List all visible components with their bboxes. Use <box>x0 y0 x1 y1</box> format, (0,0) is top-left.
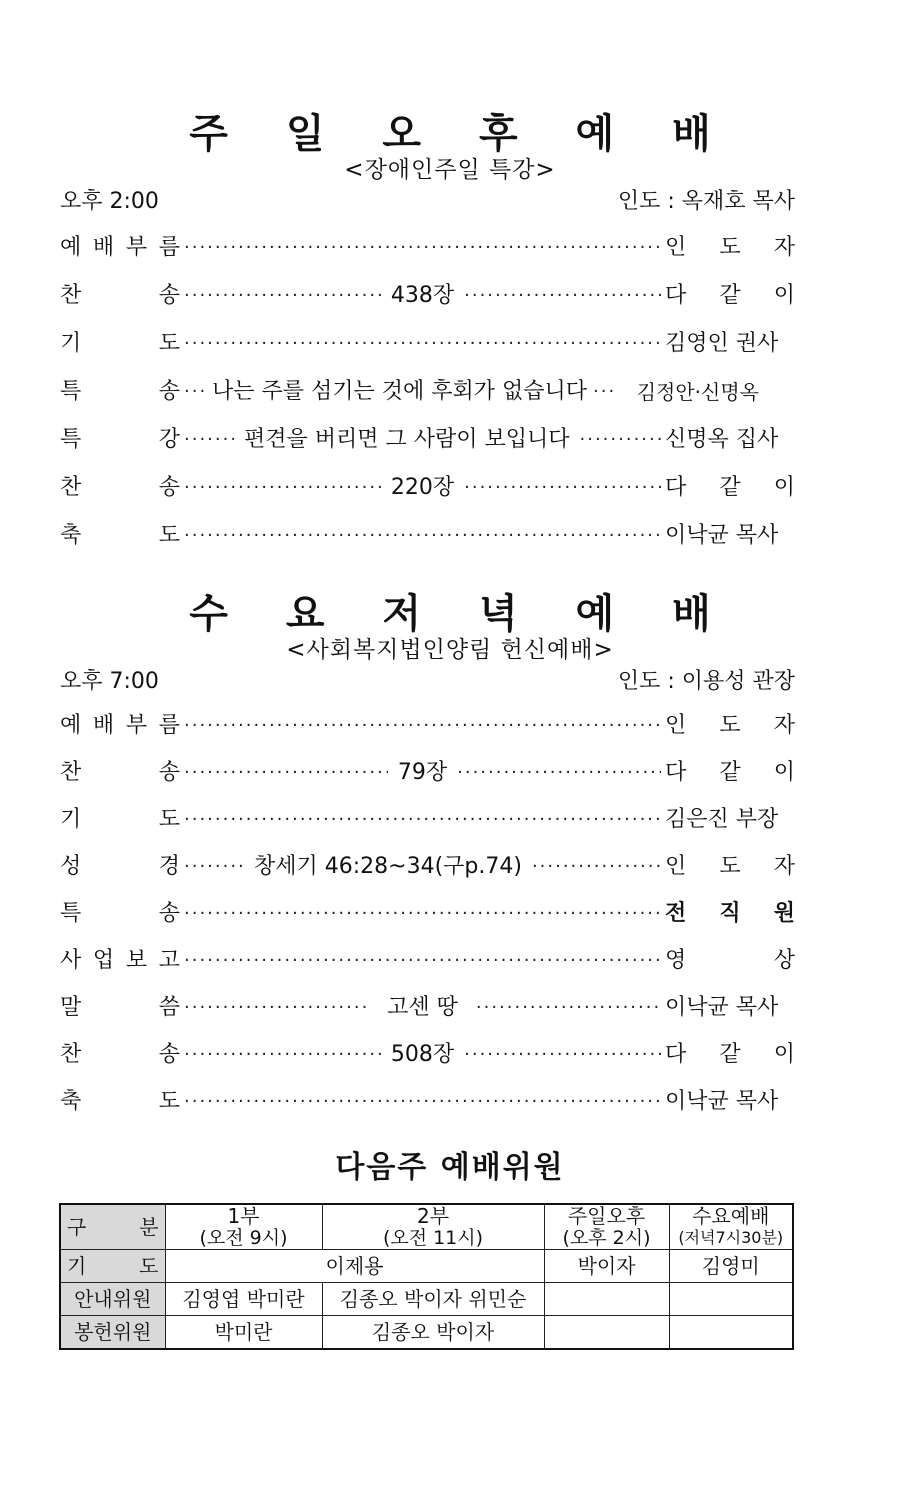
sunday-time: 오후 2:00 <box>60 189 159 214</box>
dot-leader <box>184 422 234 458</box>
dot-leader <box>532 849 661 885</box>
order-performer: 이낙균 목사 <box>665 1089 779 1114</box>
roster-cell: 김영미 <box>669 1250 793 1283</box>
order-performer: 인 도 자 <box>665 854 795 879</box>
order-performer: 다 같 이 <box>665 1042 795 1067</box>
roster-label: 안내위원 <box>60 1283 165 1316</box>
roster-label: 봉헌위원 <box>60 1316 165 1350</box>
roster-row-ushers <box>60 1283 793 1316</box>
roster-header-afternoon: 주일오후 (오후 2시) <box>544 1204 669 1250</box>
dot-leader <box>476 990 661 1026</box>
order-item <box>60 326 795 362</box>
order-label: 특 송 <box>60 379 180 404</box>
order-label: 예 배 부 름 <box>60 713 180 738</box>
roster-header-wednesday: 수요예배 (저녁7시30분) <box>669 1204 793 1250</box>
roster-header-first: 1부 (오전 9시) <box>165 1204 322 1250</box>
order-detail: 79장 <box>397 760 448 785</box>
dot-leader <box>457 755 661 791</box>
dot-leader <box>184 708 661 744</box>
dot-leader <box>184 278 381 314</box>
roster-header-category: 구 분 <box>60 1204 165 1250</box>
roster-header-row <box>60 1204 793 1250</box>
order-performer: 이낙균 목사 <box>665 995 779 1020</box>
roster-cell: 박이자 <box>544 1250 669 1283</box>
roster-cell: 김종오 박이자 위민순 <box>322 1283 544 1316</box>
order-label: 찬 송 <box>60 283 180 308</box>
order-performer: 영 상 <box>665 948 795 973</box>
order-item <box>60 278 795 314</box>
order-detail: 나는 주를 섬기는 것에 후회가 없습니다 <box>212 379 587 404</box>
roster-cell: 박미란 <box>165 1316 322 1350</box>
order-label: 특 송 <box>60 901 180 926</box>
order-label: 찬 송 <box>60 760 180 785</box>
wednesday-leader: 인도 : 이용성 관장 <box>617 669 795 694</box>
order-item <box>60 943 795 979</box>
dot-leader <box>464 470 661 506</box>
order-label: 기 도 <box>60 331 180 356</box>
wednesday-service-subtitle: <사회복지법인양림 헌신예배> <box>286 637 614 663</box>
order-detail: 고센 땅 <box>387 995 458 1020</box>
order-performer: 다 같 이 <box>665 760 795 785</box>
wednesday-service-title: 수 요 저 녁 예 배 <box>189 590 733 637</box>
order-performer: 인 도 자 <box>665 713 795 738</box>
order-detail: 220장 <box>390 475 455 500</box>
order-performer: 전 직 원 <box>665 901 795 926</box>
dot-leader <box>184 896 661 932</box>
order-item <box>60 708 795 744</box>
dot-leader <box>184 1084 661 1120</box>
order-label: 축 도 <box>60 523 180 548</box>
order-performer: 다 같 이 <box>665 283 795 308</box>
roster-title: 다음주 예배위원 <box>335 1150 565 1185</box>
sunday-leader: 인도 : 옥재호 목사 <box>617 189 795 214</box>
roster-cell: 김영엽 박미란 <box>165 1283 322 1316</box>
order-item <box>60 374 795 410</box>
order-item <box>60 518 795 554</box>
dot-leader <box>184 230 661 266</box>
dot-leader <box>184 374 206 410</box>
roster-cell: 김종오 박이자 <box>322 1316 544 1350</box>
wednesday-time-row <box>60 664 795 700</box>
sunday-service-subtitle: <장애인주일 특강> <box>344 157 556 183</box>
order-label: 성 경 <box>60 854 180 879</box>
order-performer: 이낙균 목사 <box>665 523 779 548</box>
roster-cell <box>544 1283 669 1316</box>
order-item <box>60 1037 795 1073</box>
order-performer: 김정안·신명옥 <box>636 380 759 404</box>
dot-leader <box>184 518 661 554</box>
dot-leader <box>184 470 381 506</box>
order-label: 사 업 보 고 <box>60 948 180 973</box>
dot-leader <box>184 1037 381 1073</box>
dot-leader <box>464 1037 661 1073</box>
dot-leader <box>184 990 369 1026</box>
order-performer: 김은진 부장 <box>665 807 779 832</box>
order-detail: 창세기 46:28~34(구p.74) <box>254 854 522 879</box>
roster-header-second: 2부 (오전 11시) <box>322 1204 544 1250</box>
order-label: 찬 송 <box>60 1042 180 1067</box>
order-label: 찬 송 <box>60 475 180 500</box>
order-item <box>60 230 795 266</box>
roster-cell <box>544 1316 669 1350</box>
roster-table <box>59 1203 794 1350</box>
order-item <box>60 990 795 1026</box>
dot-leader <box>184 755 388 791</box>
sunday-time-row <box>60 184 795 220</box>
dot-leader <box>580 422 661 458</box>
order-item <box>60 849 795 885</box>
order-detail: 508장 <box>390 1042 455 1067</box>
roster-label: 기 도 <box>60 1250 165 1283</box>
order-label: 특 강 <box>60 427 180 452</box>
dot-leader <box>464 278 661 314</box>
order-item <box>60 1084 795 1120</box>
dot-leader <box>184 943 661 979</box>
wednesday-time: 오후 7:00 <box>60 669 159 694</box>
order-item <box>60 470 795 506</box>
dot-leader <box>184 802 661 838</box>
dot-leader <box>593 374 615 410</box>
order-performer: 신명옥 집사 <box>665 427 779 452</box>
roster-cell <box>669 1316 793 1350</box>
order-item <box>60 422 795 458</box>
order-item <box>60 755 795 791</box>
order-item <box>60 802 795 838</box>
order-performer: 인 도 자 <box>665 235 795 260</box>
roster-row-prayer <box>60 1250 793 1283</box>
roster-row-offering <box>60 1316 793 1350</box>
roster-cell: 이제용 <box>165 1250 544 1283</box>
order-label: 기 도 <box>60 807 180 832</box>
order-performer: 김영인 권사 <box>665 331 779 356</box>
roster-cell <box>669 1283 793 1316</box>
sunday-service-title: 주 일 오 후 예 배 <box>189 110 733 157</box>
order-performer: 다 같 이 <box>665 475 795 500</box>
order-item <box>60 896 795 932</box>
order-label: 예 배 부 름 <box>60 235 180 260</box>
dot-leader <box>184 849 244 885</box>
dot-leader <box>184 326 661 362</box>
order-detail: 편견을 버리면 그 사람이 보입니다 <box>244 427 570 452</box>
order-label: 축 도 <box>60 1089 180 1114</box>
order-label: 말 씀 <box>60 995 180 1020</box>
order-detail: 438장 <box>390 283 455 308</box>
